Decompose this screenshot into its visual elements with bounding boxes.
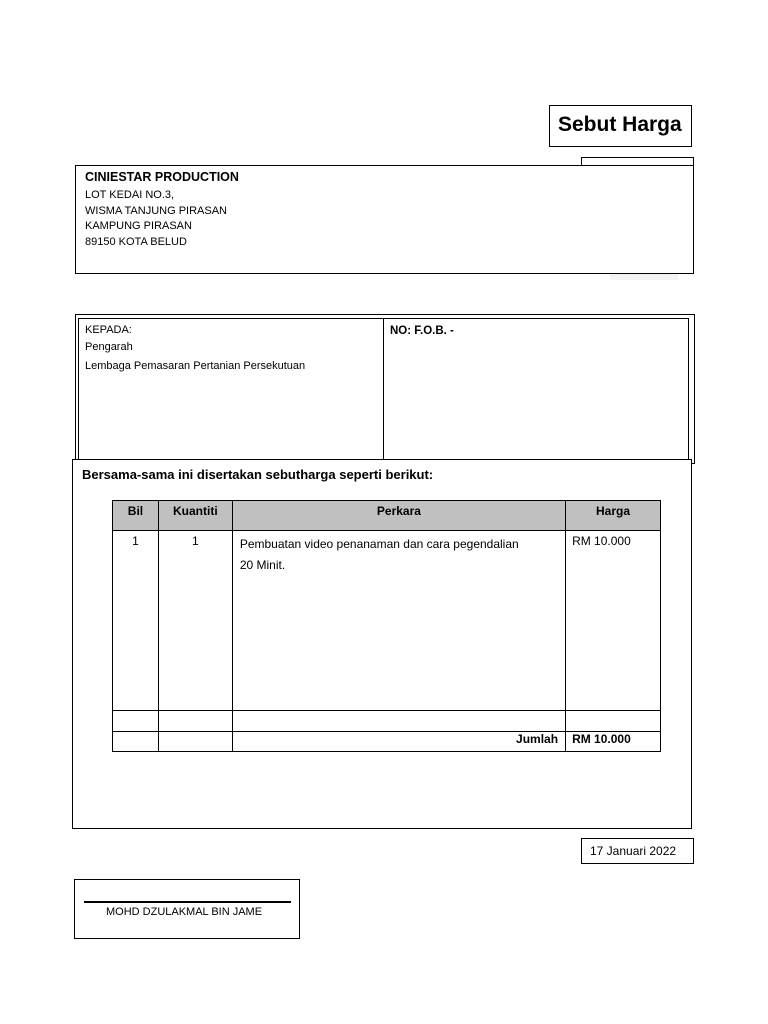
signatory-name: MOHD DZULAKMAL BIN JAME bbox=[106, 906, 263, 918]
sender-box bbox=[75, 165, 694, 274]
cell-harga: RM 10.000 bbox=[566, 531, 661, 711]
empty-cell bbox=[113, 711, 159, 732]
signature-box bbox=[74, 879, 300, 939]
reference-number: NO: F.O.B. - bbox=[390, 325, 454, 337]
empty-cell bbox=[232, 711, 565, 732]
recipient-label: KEPADA: bbox=[85, 324, 132, 336]
cell-perkara bbox=[232, 531, 565, 711]
intro-text: Bersama-sama ini disertakan sebutharga seperti berikut: bbox=[82, 467, 434, 482]
header-perkara: Perkara bbox=[232, 501, 565, 531]
sender-name: CINIESTAR PRODUCTION bbox=[85, 170, 239, 184]
table-row bbox=[113, 531, 661, 711]
table-header-row bbox=[113, 501, 661, 531]
total-value: RM 10.000 bbox=[566, 732, 661, 752]
table-row-empty bbox=[113, 711, 661, 732]
header-harga: Harga bbox=[566, 501, 661, 531]
total-row bbox=[113, 732, 661, 752]
header-bil: Bil bbox=[113, 501, 159, 531]
empty-cell bbox=[566, 711, 661, 732]
recipient-organization: Lembaga Pemasaran Pertanian Persekutuan bbox=[85, 360, 306, 372]
sender-address-line: KAMPUNG PIRASAN bbox=[85, 220, 192, 232]
document-title: Sebut Harga bbox=[558, 113, 682, 136]
recipient-title: Pengarah bbox=[85, 341, 133, 353]
sender-address-line: 89150 KOTA BELUD bbox=[85, 236, 187, 248]
perkara-line: Pembuatan video penanaman dan cara pegendalian bbox=[239, 537, 519, 551]
header-kuantiti: Kuantiti bbox=[158, 501, 232, 531]
empty-cell bbox=[158, 711, 232, 732]
reference-box bbox=[383, 318, 689, 461]
total-label: Jumlah bbox=[232, 732, 565, 752]
recipient-box bbox=[78, 318, 384, 461]
date-box bbox=[581, 838, 694, 864]
cell-bil: 1 bbox=[113, 531, 159, 711]
items-table bbox=[112, 500, 661, 752]
cell-kuantiti: 1 bbox=[158, 531, 232, 711]
document-date: 17 Januari 2022 bbox=[590, 844, 677, 858]
quotation-body bbox=[72, 459, 692, 829]
signature-line bbox=[84, 901, 291, 903]
document-title-box bbox=[549, 105, 692, 147]
sender-address-line: LOT KEDAI NO.3, bbox=[85, 189, 175, 201]
empty-cell bbox=[113, 732, 159, 752]
empty-cell bbox=[158, 732, 232, 752]
perkara-line: 20 Minit. bbox=[239, 558, 286, 572]
recipient-section bbox=[75, 314, 695, 464]
sender-address-line: WISMA TANJUNG PIRASAN bbox=[85, 205, 228, 217]
